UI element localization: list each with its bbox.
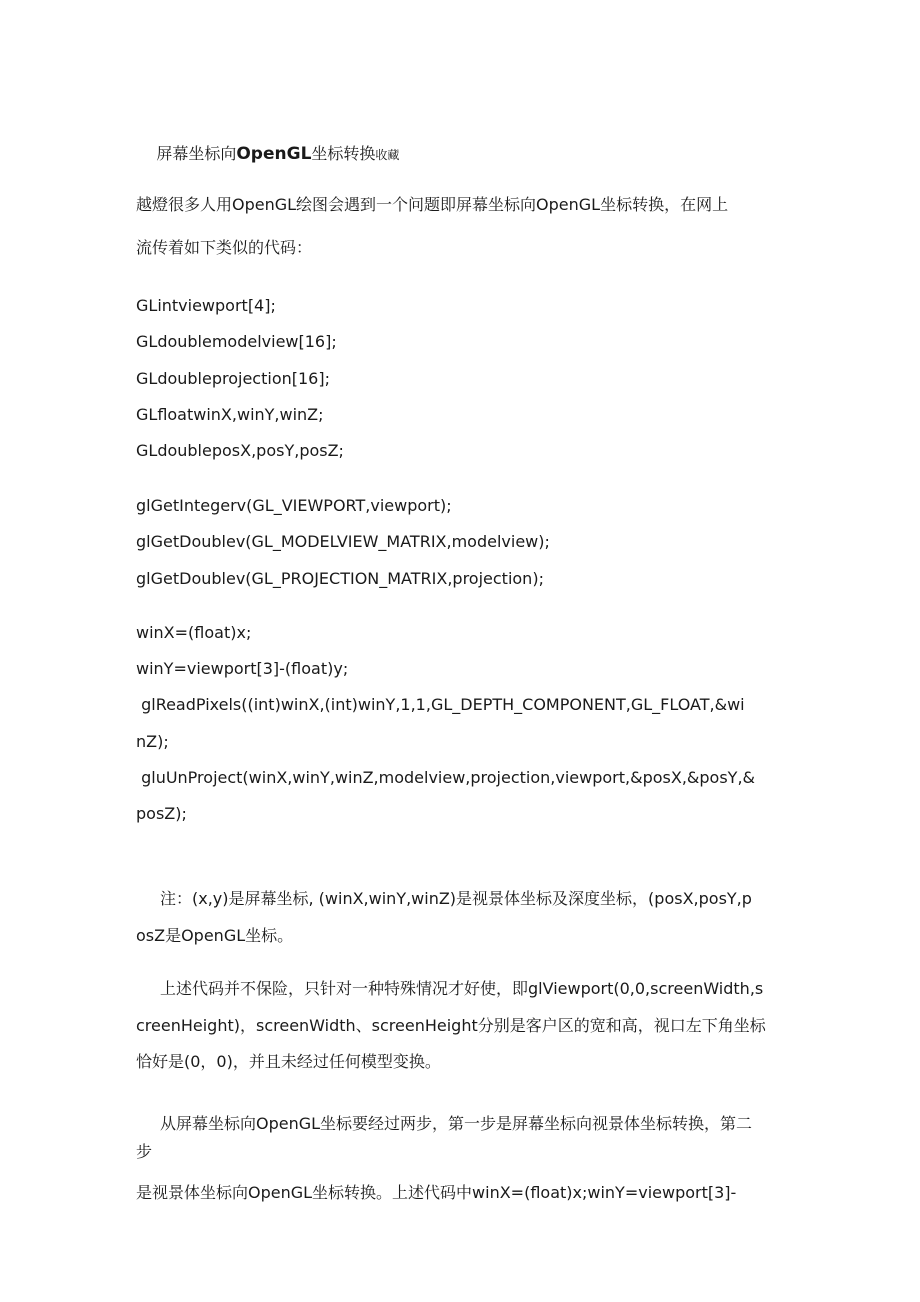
code-line: gluUnProject(winX,winY,winZ,modelview,projection,viewport,&posX,&posY,& — [136, 768, 755, 787]
intro-line-1: 越燈很多人用OpenGL绘图会遇到一个问题即屏幕坐标向OpenGL坐标转换，在网上 — [136, 195, 729, 214]
note-line-1: 注：(x,y)是屏幕坐标, (winX,winY,winZ)是视景体坐标及深度坐标，(posX,posY,p — [160, 889, 752, 908]
para2-line-1: 上述代码并不保险，只针对一种特殊情况才好使，即glViewport(0,0,screenWidth,s — [160, 979, 764, 998]
intro-line-2: 流传着如下类似的代码： — [136, 238, 313, 257]
para2-line-2: creenHeight)，screenWidth、screenHeight分别是客户区的宽和高，视口左下角坐标 — [136, 1016, 766, 1035]
para3-line-2: 步 — [136, 1142, 153, 1161]
title-prefix: 屏幕坐标向 — [156, 144, 237, 163]
code-line: winY=viewport[3]-(float)y; — [136, 659, 349, 678]
page-title — [136, 124, 399, 185]
code-line: GLdoubleposX,posY,posZ; — [136, 441, 344, 460]
code-line: GLdoublemodelview[16]; — [136, 332, 337, 351]
note-line-2: osZ是OpenGL坐标。 — [136, 926, 294, 945]
code-line: posZ); — [136, 804, 187, 823]
code-line: nZ); — [136, 732, 169, 751]
code-line: glGetDoublev(GL_PROJECTION_MATRIX,projection); — [136, 569, 544, 588]
para3-line-1: 从屏幕坐标向OpenGL坐标要经过两步，第一步是屏幕坐标向视景体坐标转换，第二 — [160, 1114, 753, 1133]
para2-line-3: 恰好是(0，0)，并且未经过任何模型变换。 — [136, 1052, 441, 1071]
code-line: glGetIntegerv(GL_VIEWPORT,viewport); — [136, 496, 452, 515]
title-bold: OpenGL — [236, 144, 312, 164]
title-tag[interactable]: 收藏 — [375, 148, 400, 162]
code-line: GLintviewport[4]; — [136, 296, 276, 315]
code-line: GLdoubleprojection[16]; — [136, 369, 330, 388]
title-suffix: 坐标转换 — [311, 144, 376, 163]
para3-line-3: 是视景体坐标向OpenGL坐标转换。上述代码中winX=(float)x;winY=viewport[3]- — [136, 1183, 737, 1202]
code-line: glGetDoublev(GL_MODELVIEW_MATRIX,modelview); — [136, 532, 550, 551]
code-line: GLfloatwinX,winY,winZ; — [136, 405, 324, 424]
code-line: winX=(float)x; — [136, 623, 252, 642]
code-line: glReadPixels((int)winX,(int)winY,1,1,GL_DEPTH_COMPONENT,GL_FLOAT,&wi — [136, 695, 745, 714]
